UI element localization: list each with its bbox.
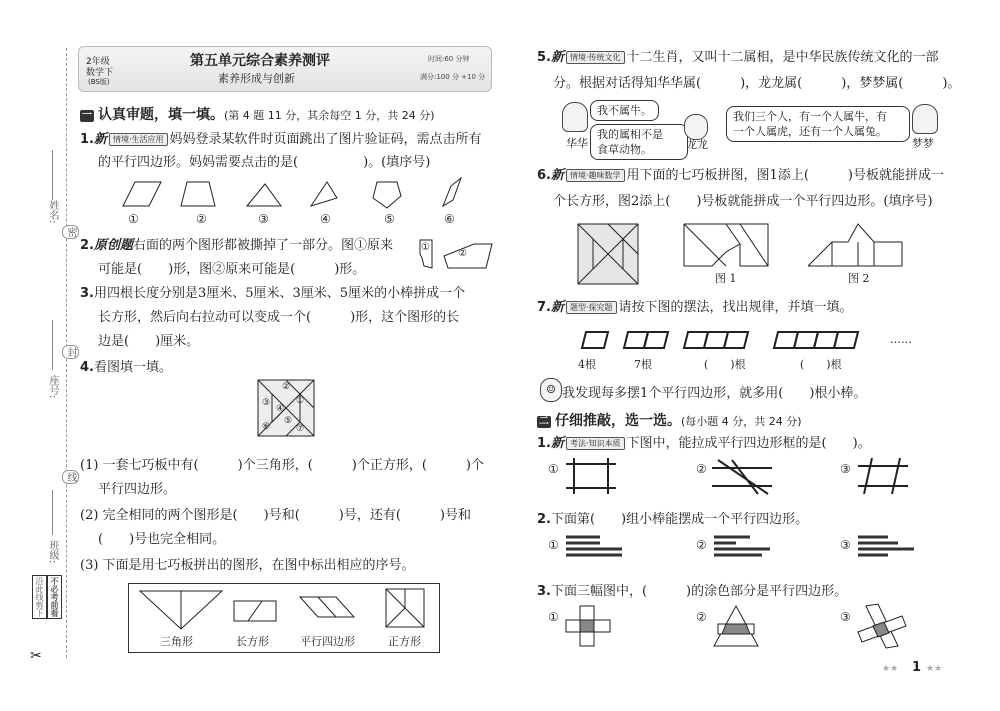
c3-figure-3 — [858, 604, 906, 648]
c1-frame-1 — [566, 458, 616, 494]
longlong-speech — [590, 124, 688, 160]
subject-label: 数学下 — [86, 68, 114, 78]
seal-mark-3: 线 — [62, 470, 79, 484]
q2-fig2-label: ② — [458, 248, 467, 259]
q1-shape-6 — [443, 178, 461, 206]
c1-frame-3 — [858, 458, 908, 494]
c3-number: 3. — [537, 584, 551, 599]
page-title: 第五单元综合素养测评 — [190, 53, 330, 69]
q2-text-1: 右面的两个图形都被撕掉了一部分。图①原来 — [133, 238, 394, 253]
q5-line1 — [537, 48, 939, 68]
q1-text-1: 妈妈登录某软件时页面跳出了图片验证码，需点击所有 — [169, 132, 482, 147]
mengmeng-speech — [726, 106, 910, 142]
q7-dots: …… — [890, 333, 912, 346]
q3-number: 3. — [80, 286, 94, 301]
q7-label-4: ( )根 — [800, 358, 842, 371]
c3-line — [537, 582, 847, 602]
tangram-label-4: ④ — [276, 404, 285, 414]
q7-label-3: ( )根 — [704, 358, 746, 371]
longlong-speech-2: 食草动物。 — [597, 143, 652, 156]
c1-opt-3[interactable]: ③ — [840, 462, 851, 476]
q7-label-2: 7根 — [634, 358, 652, 371]
grade-label: 2年级 — [86, 57, 110, 67]
cut-line-label: 沿此线剪下 — [32, 575, 47, 619]
q4-sub1-b: 平行四边形。 — [98, 482, 177, 497]
new-badge: 新 — [550, 50, 564, 65]
q3-line3: 边是( )厘米。 — [98, 334, 200, 349]
shape-label-rectangle: 长方形 — [236, 635, 269, 648]
q2-tag: 原创题 — [93, 238, 133, 253]
q6-figure-1 — [684, 224, 768, 266]
q1-shape-1 — [123, 182, 161, 206]
q1-label-5: ⑤ — [384, 212, 395, 226]
q2-line2: 可能是( )形，图②原来可能是( )形。 — [98, 262, 366, 277]
tangram-label-2: ② — [282, 382, 291, 392]
q1-line2: 的平行四边形。妈妈需要点击的是( )。(填序号) — [98, 155, 431, 170]
tangram-label-3: ③ — [262, 398, 271, 408]
section-2-title: 仔细推敲，选一选。 — [555, 413, 681, 429]
q5-number: 5. — [537, 50, 551, 65]
section-2-heading — [537, 410, 802, 430]
new-badge: 新 — [550, 436, 564, 451]
q2-line1 — [80, 236, 393, 256]
q4-text: 看图填一填。 — [93, 360, 172, 375]
c3-text: 下面三幅图中，( )的涂色部分是平行四边形。 — [550, 584, 848, 599]
q4-sub2-b: ( )号也完全相同。 — [98, 532, 226, 547]
c2-sticks-1 — [566, 534, 626, 558]
q1-label-2: ② — [196, 212, 207, 226]
q7-stick-pattern — [578, 330, 898, 352]
mengmeng-name: 梦梦 — [912, 137, 934, 150]
c1-frame-2 — [712, 458, 772, 494]
q7-conclusion: 我发现每多摆1个平行四边形，就多用( )根小棒。 — [562, 386, 867, 401]
q3-line1 — [80, 284, 465, 304]
q1-shapes — [115, 178, 475, 210]
q1-number: 1. — [80, 132, 94, 147]
bulb-icon: ☺ — [540, 378, 562, 402]
q7-label-1: 4根 — [578, 358, 596, 371]
q2-fig1-label: ① — [421, 242, 430, 253]
section-1-number: 一 — [82, 110, 92, 121]
seal-mark-1: 密 — [62, 225, 79, 239]
q7-text-1: 请按下图的摆法，找出规律，并填一填。 — [618, 300, 853, 315]
class-field-label: 班级: — [47, 540, 58, 564]
section-1-heading — [80, 104, 435, 124]
c2-line — [537, 510, 808, 530]
c3-opt-3[interactable]: ③ — [840, 610, 851, 624]
q6-fig1-label: 图 1 — [715, 272, 737, 285]
triangle-figure — [140, 591, 222, 629]
q7-tag: 题型·探究题 — [566, 301, 617, 314]
section-1-note: (第 4 题 11 分，其余每空 1 分，共 24 分) — [224, 109, 435, 122]
name-field-label: 姓名: — [47, 200, 58, 224]
q3-text-1: 用四根长度分别是3厘米、5厘米、3厘米、5厘米的小棒拼成一个 — [93, 286, 466, 301]
class-field-line[interactable] — [52, 490, 53, 535]
scissors-icon: ✂ — [30, 648, 42, 664]
c1-tag: 考法·知识本质 — [566, 437, 625, 450]
tangram-label-5: ⑤ — [284, 416, 293, 426]
q6-fig2-label: 图 2 — [848, 272, 870, 285]
q4-sub1-a: (1) 一套七巧板中有( )个三角形，( )个正方形，( )个 — [80, 458, 484, 473]
new-badge: 新 — [93, 132, 107, 147]
q6-figure-2 — [808, 224, 902, 266]
seal-mark-2: 封 — [62, 345, 79, 359]
margin-ad: 不必考前看 — [47, 575, 62, 619]
q1-label-3: ③ — [258, 212, 269, 226]
c1-text: 下图中，能拉成平行四边形框的是( )。 — [626, 436, 871, 451]
c2-opt-2[interactable]: ② — [696, 538, 707, 552]
mengmeng-avatar — [912, 104, 938, 134]
q1-tag: 情境·生活应用 — [109, 133, 168, 146]
parallelogram-figure — [300, 597, 354, 617]
q1-shape-4 — [311, 182, 337, 206]
seat-field-line[interactable] — [52, 320, 53, 370]
huahua-avatar — [562, 102, 588, 132]
page-number: 1 — [912, 660, 922, 675]
q5-text-1: 十二生肖，又叫十二属相，是中华民族传统文化的一部 — [626, 50, 939, 65]
footer-stars-right: ★★ — [926, 664, 943, 674]
q1-shape-2 — [181, 182, 215, 206]
footer-stars-left: ★★ — [882, 664, 899, 674]
q1-shape-5 — [373, 182, 401, 208]
name-field-line[interactable] — [52, 150, 53, 200]
tangram-label-6: ⑥ — [262, 422, 271, 432]
seat-field-label: 座号: — [47, 375, 58, 399]
mengmeng-speech-1: 我们三个人，有一个人属牛，有 — [733, 110, 887, 123]
q6-line2: 个长方形，图2添上( )号板就能拼成一个平行四边形。(填序号) — [553, 194, 933, 209]
q4-sub3: (3) 下面是用七巧板拼出的图形，在图中标出相应的序号。 — [80, 558, 415, 573]
section-2-note: (每小题 4 分，共 24 分) — [681, 415, 802, 428]
rectangle-figure — [234, 601, 276, 621]
shape-label-triangle: 三角形 — [160, 635, 193, 648]
q1-shape-3 — [247, 184, 281, 206]
section-1-title: 认真审题，填一填。 — [98, 107, 224, 123]
q1-label-1: ① — [128, 212, 139, 226]
q1-label-4: ④ — [320, 212, 331, 226]
huahua-name: 华华 — [566, 137, 588, 150]
c2-sticks-2 — [714, 534, 774, 558]
q1-label-6: ⑥ — [444, 212, 455, 226]
c1-line — [537, 434, 871, 454]
q3-line2: 长方形，然后向右拉动可以变成一个( )形，这个图形的长 — [98, 310, 460, 325]
q4-sub2-a: (2) 完全相同的两个图形是( )号和( )号，还有( )号和 — [80, 508, 471, 523]
c1-opt-2[interactable]: ② — [696, 462, 707, 476]
c2-opt-1[interactable]: ① — [548, 538, 559, 552]
shape-label-square: 正方形 — [388, 635, 421, 648]
q6-tangram-set — [578, 224, 640, 286]
new-badge: 新 — [550, 168, 564, 183]
q5-line2: 分。根据对话得知华华属( )，龙龙属( )，梦梦属( )。 — [553, 76, 961, 91]
c3-opt-1[interactable]: ① — [548, 610, 559, 624]
q7-line1 — [537, 298, 853, 318]
time-label: 时间:60 分钟 — [428, 55, 470, 63]
c2-number: 2. — [537, 512, 551, 527]
c1-number: 1. — [537, 436, 551, 451]
c2-text: 下面第( )组小棒能摆成一个平行四边形。 — [550, 512, 809, 527]
longlong-speech-1: 我的属相不是 — [597, 128, 663, 141]
longlong-name: 龙龙 — [686, 138, 708, 151]
mengmeng-speech-2: 一个人属虎，还有一个人属兔。 — [733, 125, 887, 138]
q4-number: 4. — [80, 360, 94, 375]
q1-line1 — [80, 130, 482, 150]
edition-label: (BS版) — [88, 78, 110, 86]
q7-number: 7. — [537, 300, 551, 315]
c2-sticks-3 — [858, 534, 918, 558]
c2-opt-3[interactable]: ③ — [840, 538, 851, 552]
tangram-label-1: ① — [296, 396, 305, 406]
c3-figure-1 — [566, 606, 610, 646]
q6-text-1: 用下面的七巧板拼图，图1添上( )号板就能拼成一 — [626, 168, 944, 183]
new-badge: 新 — [550, 300, 564, 315]
page-subtitle: 素养形成与创新 — [218, 72, 295, 85]
c1-opt-1[interactable]: ① — [548, 462, 559, 476]
shape-label-parallelogram: 平行四边形 — [300, 635, 355, 648]
section-2-number: 二 — [539, 416, 549, 427]
tangram-label-7: ⑦ — [296, 424, 305, 434]
q6-tag: 情境·趣味数学 — [566, 169, 625, 182]
q6-number: 6. — [537, 168, 551, 183]
score-label: 满分:100 分 +10 分 — [420, 73, 486, 81]
huahua-speech: 我不属牛。 — [590, 100, 659, 121]
c3-opt-2[interactable]: ② — [696, 610, 707, 624]
q2-number: 2. — [80, 238, 94, 253]
square-figure — [386, 589, 424, 627]
q5-tag: 情境·传统文化 — [566, 51, 625, 64]
c3-figure-2 — [714, 606, 758, 646]
q4-title — [80, 358, 172, 378]
q6-line1 — [537, 166, 944, 186]
